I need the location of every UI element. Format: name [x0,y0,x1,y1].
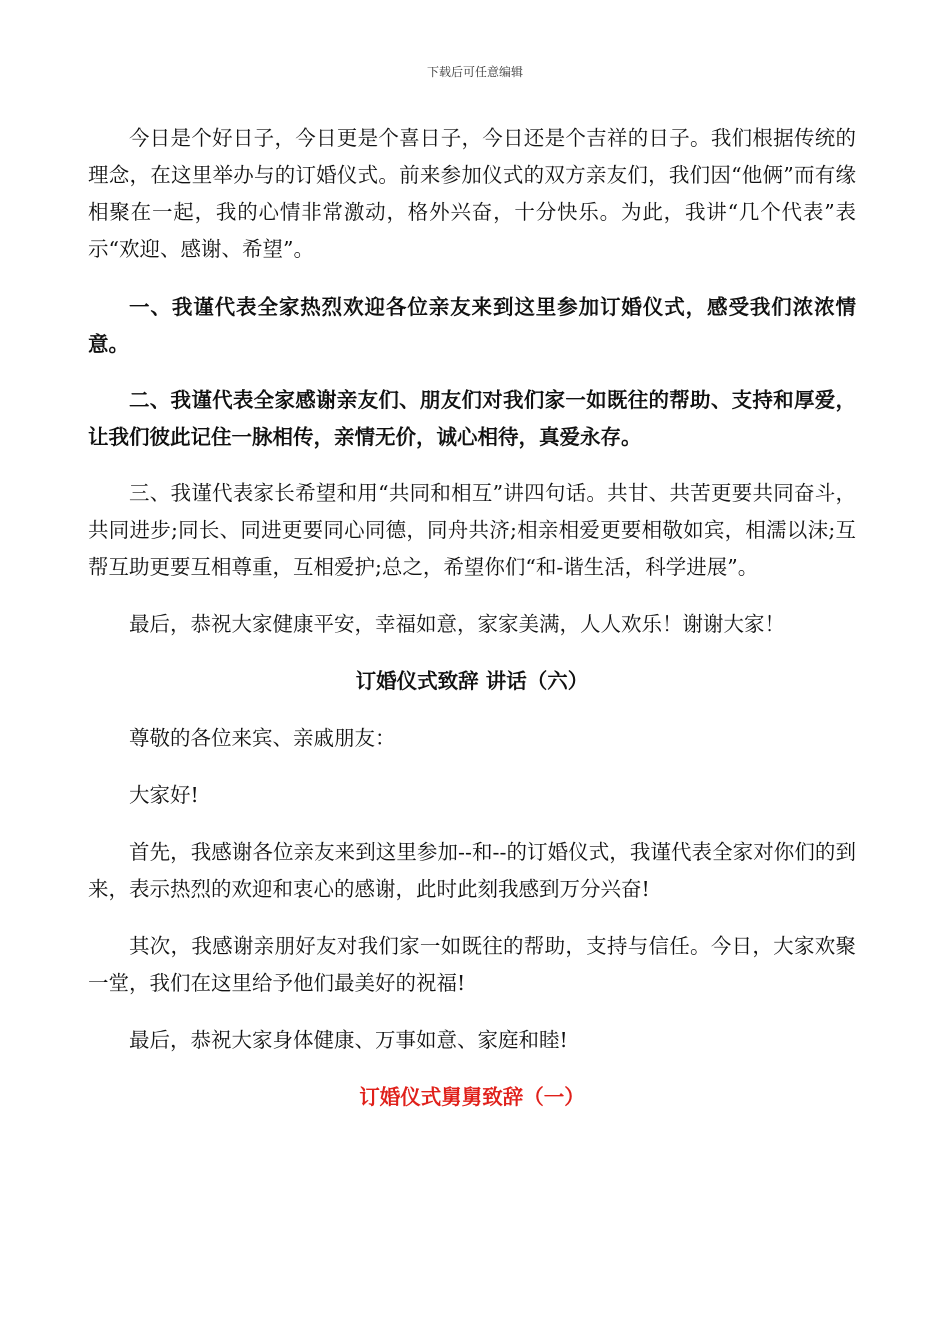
point-three-paragraph: 三、我谨代表家长希望和用“共同和相互”讲四句话。共甘、共苦更要共同奋斗，共同进步;同长、同进更要同心同德，同舟共济;相亲相爱更要相敬如宾，相濡以沫;互帮互助更要互相尊重，互相爱护;总之，希望你们“和-谐生活，科学进展”。 [88,481,856,579]
intro-paragraph: 今日是个好日子，今日更是个喜日子，今日还是个吉祥的日子。我们根据传统的理念，在这里举办与的订婚仪式。前来参加仪式的双方亲友们，我们因“他俩”而有缘相聚在一起，我的心情非常激动，格外兴奋，十分快乐。为此，我讲“几个代表”表示“欢迎、感谢、希望”。 [88,126,856,261]
page-header: 下载后可任意编辑 [426,65,523,79]
section-six-title: 订婚仪式致辞 讲话（六） [355,669,589,693]
next-section-title: 订婚仪式舅舅致辞（一） [359,1085,585,1109]
closing-paragraph-one: 最后，恭祝大家健康平安，幸福如意，家家美满，人人欢乐！谢谢大家！ [129,612,785,636]
closing-paragraph-two: 最后，恭祝大家身体健康、万事如意、家庭和睦! [129,1028,568,1052]
document-body [88,120,856,1116]
first-paragraph: 首先，我感谢各位亲友来到这里参加--和--的订婚仪式，我谨代表全家对你们的到来，表示热烈的欢迎和衷心的感谢，此时此刻我感到万分兴奋! [88,840,856,901]
salutation: 尊敬的各位来宾、亲戚朋友： [129,726,396,750]
point-two-paragraph: 二、我谨代表全家感谢亲友们、朋友们对我们家一如既往的帮助、支持和厚爱，让我们彼此记住一脉相传，亲情无价，诚心相待，真爱永存。 [88,388,856,449]
second-paragraph: 其次，我感谢亲朋好友对我们家一如既往的帮助，支持与信任。今日，大家欢聚一堂，我们在这里给予他们最美好的祝福! [88,934,856,995]
greeting: 大家好! [129,783,199,807]
point-one-paragraph: 一、我谨代表全家热烈欢迎各位亲友来到这里参加订婚仪式，感受我们浓浓情意。 [88,295,856,356]
